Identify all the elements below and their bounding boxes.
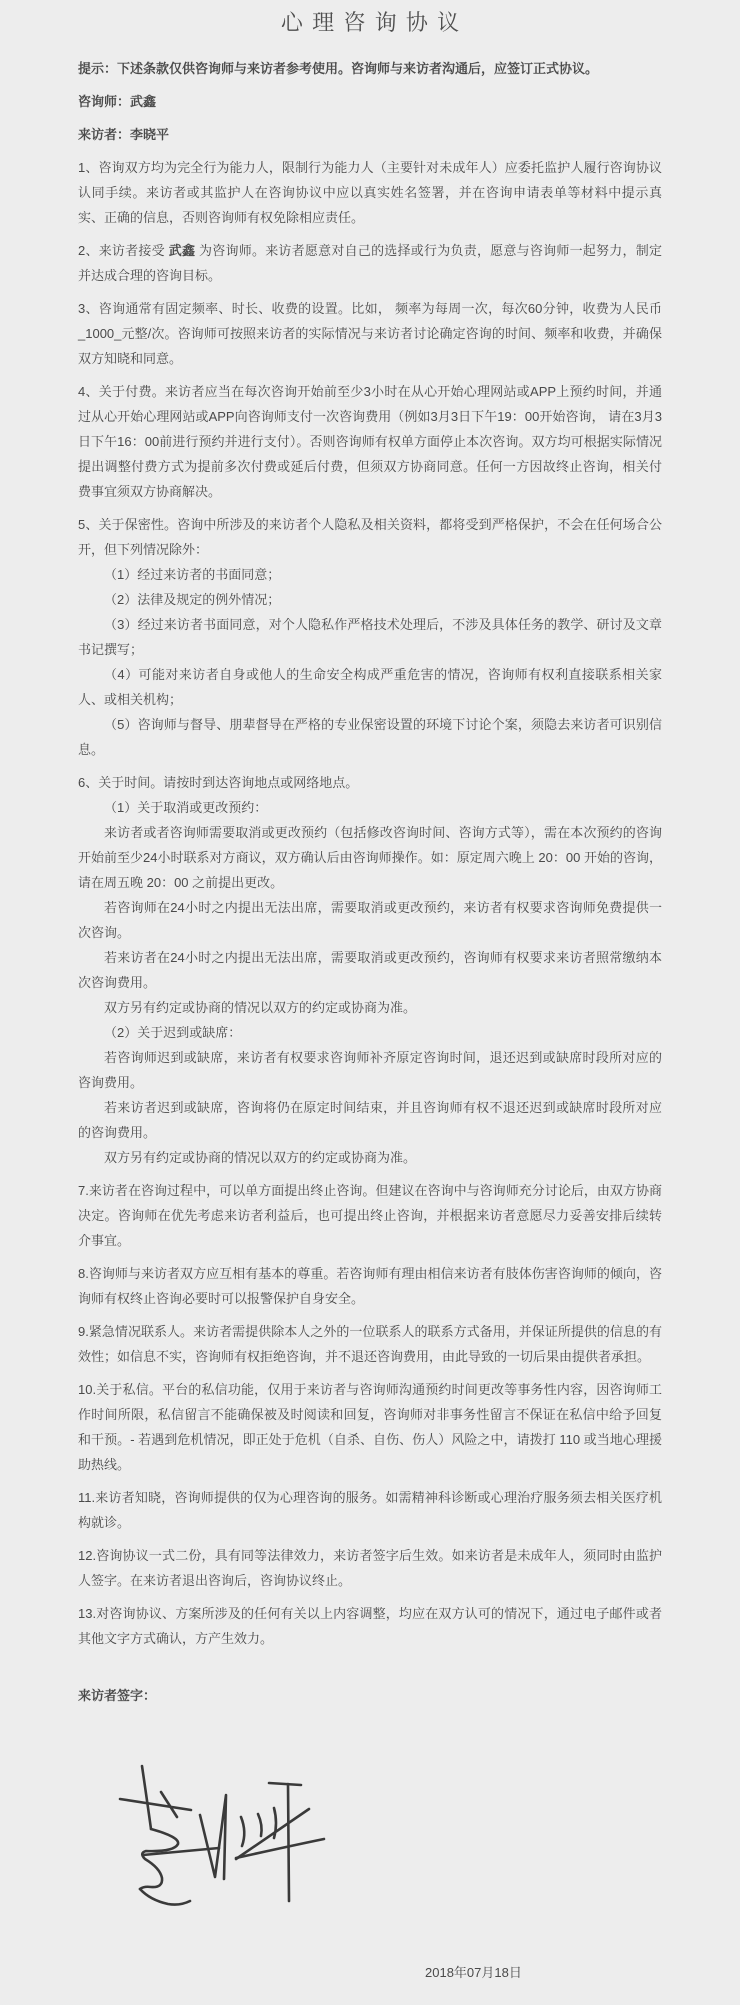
- clause: 3、咨询通常有固定频率、时长、收费的设置。比如， 频率为每周一次，每次60分钟，收费为人民币_1000_元整/次。咨询师可按照来访者的实际情况与来访者讨论确定咨询的时间、频率和收费，并确保双方知晓和同意。: [78, 301, 662, 366]
- clause-subline: （1）关于取消或更改预约：: [104, 800, 268, 815]
- clauses-list: [78, 155, 662, 1651]
- clause: 2、来访者接受 武鑫 为咨询师。来访者愿意对自己的选择或行为负责，愿意与咨询师一起努力，制定并达成合理的咨询目标。: [78, 243, 662, 283]
- clause-subline: （4）可能对来访者自身或他人的生命安全构成严重危害的情况，咨询师有权利直接联系相关家人、或相关机构；: [78, 667, 662, 707]
- clause: 9.紧急情况联系人。来访者需提供除本人之外的一位联系人的联系方式备用，并保证所提供的信息的有效性；如信息不实，咨询师有权拒绝咨询，并不退还咨询费用，由此导致的一切后果由提供者承担。: [78, 1324, 662, 1364]
- clause: 8.咨询师与来访者双方应互相有基本的尊重。若咨询师有理由相信来访者有肢体伤害咨询师的倾向，咨询师有权终止咨询必要时可以报警保护自身安全。: [78, 1266, 662, 1306]
- clause: 6、关于时间。请按时到达咨询地点或网络地点。 （1）关于取消或更改预约： 来访者或者咨询师需要取消或更改预约（包括修改咨询时间、咨询方式等），需在本次预约的咨询开始前至少24小时联系对方商议，双方确认后由咨询师操作。如：原定周六晚上 20：00 开始的咨询，请在周五晚 20：00 之前提出更改。 若咨询师在24小时之内提出无法出席，需要取消或更改预约，来访者有权要求咨询师免费提供一次咨询。 若来访者在24小时之内提出无法出席，需要取消或更改预约，咨询师有权要求来访者照常缴纳本次咨询费用。 双方另有约定或协商的情况以双方的约定或协商为准。 （2）关于迟到或缺席： 若咨询师迟到或缺席，来访者有权要求咨询师补齐原定咨询时间，退还迟到或缺席时段所对应的咨询费用。 若来访者迟到或缺席，咨询将仍在原定时间结束，并且咨询师有权不退还迟到或缺席时段所对应的咨询费用。 双方另有约定或协商的情况以双方的约定或协商为准。: [78, 770, 662, 1170]
- clause-subline: （2）法律及规定的例外情况；: [104, 592, 281, 607]
- clause: 5、关于保密性。咨询中所涉及的来访者个人隐私及相关资料，都将受到严格保护，不会在任何场合公开，但下列情况除外： （1）经过来访者的书面同意； （2）法律及规定的例外情况； （3）经过来访者书面同意，对个人隐私作严格技术处理后，不涉及具体任务的教学、研讨及文章书记撰写； （4）可能对来访者自身或他人的生命安全构成严重危害的情况，咨询师有权利直接联系相关家人、或相关机构； （5）咨询师与督导、朋辈督导在严格的专业保密设置的环境下讨论个案，须隐去来访者可识别信息。: [78, 512, 662, 762]
- visitor-label: 来访者：: [78, 127, 131, 142]
- agreement-date: 2018年07月18日: [425, 1965, 522, 1980]
- clause-subline: （2）关于迟到或缺席：: [104, 1025, 242, 1040]
- counselor-name: 武鑫: [130, 94, 157, 109]
- clause: 11.来访者知晓，咨询师提供的仅为心理咨询的服务。如需精神科诊断或心理治疗服务须去相关医疗机构就诊。: [78, 1490, 662, 1530]
- visitor-name: 李晓平: [130, 127, 170, 142]
- clause: 1、咨询双方均为完全行为能力人，限制行为能力人（主要针对未成年人）应委托监护人履行咨询协议认同手续。来访者或其监护人在咨询协议中应以真实姓名签署，并在咨询申请表单等材料中提示真实、正确的信息，否则咨询师有权免除相应责任。: [78, 160, 662, 225]
- signature-stroke: [140, 1829, 178, 1889]
- handwritten-signature-drawing: [60, 1738, 360, 1938]
- clause-subline: （5）咨询师与督导、朋辈督导在严格的专业保密设置的环境下讨论个案，须隐去来访者可识别信息。: [78, 717, 662, 757]
- clause: 12.咨询协议一式二份，具有同等法律效力，来访者签字后生效。如来访者是未成年人，须同时由监护人签字。在来访者退出咨询后，咨询协议终止。: [78, 1548, 662, 1588]
- clause: 7.来访者在咨询过程中，可以单方面提出终止咨询。但建议在咨询中与咨询师充分讨论后，由双方协商决定。咨询师在优先考虑来访者利益后，也可提出终止咨询，并根据来访者意愿尽力妥善安排后续转介事宜。: [78, 1183, 662, 1248]
- visitor-signature: [60, 1738, 360, 1938]
- signature-stroke: [288, 1784, 289, 1901]
- signature-stroke: [140, 1889, 190, 1905]
- clause-subline: 若来访者迟到或缺席，咨询将仍在原定时间结束，并且咨询师有权不退还迟到或缺席时段所对应的咨询费用。: [78, 1100, 662, 1140]
- clause: 13.对咨询协议、方案所涉及的任何有关以上内容调整，均应在双方认可的情况下，通过电子邮件或者其他文字方式确认，方产生效力。: [78, 1606, 662, 1646]
- clause-subline: 若来访者在24小时之内提出无法出席，需要取消或更改预约，咨询师有权要求来访者照常缴纳本次咨询费用。: [78, 950, 662, 990]
- notice-line: 提示：下述条款仅供咨询师与来访者参考使用。咨询师与来访者沟通后，应签订正式协议。: [78, 61, 599, 76]
- clause-subline: 双方另有约定或协商的情况以双方的约定或协商为准。: [104, 1150, 417, 1165]
- counselor-label: 咨询师：: [78, 94, 131, 109]
- clause-subline: 双方另有约定或协商的情况以双方的约定或协商为准。: [104, 1000, 417, 1015]
- clause-subline: （3）经过来访者书面同意，对个人隐私作严格技术处理后，不涉及具体任务的教学、研讨及文章书记撰写；: [78, 617, 662, 657]
- clause: 10.关于私信。平台的私信功能，仅用于来访者与咨询师沟通预约时间更改等事务性内容，因咨询师工作时间所限，私信留言不能确保被及时阅读和回复，咨询师对非事务性留言不保证在私信中给予回复和干预。- 若遇到危机情况，即正处于危机（自杀、自伤、伤人）风险之中，请拨打 110 或当地心理援助热线。: [78, 1382, 662, 1472]
- signature-stroke: [142, 1766, 151, 1829]
- clause: 4、关于付费。来访者应当在每次咨询开始前至少3小时在从心开始心理网站或APP上预约时间，并通过从心开始心理网站或APP向咨询师支付一次咨询费用（例如3月3日下午19：00开始咨询， 请在3月3日下午16：00前进行预约并进行支付）。否则咨询师有权单方面停止本次咨询。双方均可根据实际情况提出调整付费方式为提前多次付费或延后付费，但须双方协商同意。任何一方因故终止咨询，相关付费事宜须双方协商解决。: [78, 384, 662, 499]
- signature-stroke: [269, 1783, 301, 1785]
- clause-subline: （1）经过来访者的书面同意；: [104, 567, 281, 582]
- signature-stroke: [200, 1795, 226, 1879]
- signature-stroke: [258, 1814, 262, 1836]
- clause-subline: 若咨询师迟到或缺席，来访者有权要求咨询师补齐原定咨询时间，退还迟到或缺席时段所对应的咨询费用。: [78, 1050, 662, 1090]
- visitor-line: [78, 122, 662, 147]
- signature-stroke: [241, 1817, 244, 1846]
- counselor-line: [78, 89, 662, 114]
- clause-subline: 来访者或者咨询师需要取消或更改预约（包括修改咨询时间、咨询方式等），需在本次预约的咨询开始前至少24小时联系对方商议，双方确认后由咨询师操作。如：原定周六晚上 20：00 开始的咨询，请在周五晚 20：00 之前提出更改。: [78, 825, 662, 890]
- counselor-name-inline: 武鑫: [168, 243, 196, 258]
- visitor-signature-label: 来访者签字：: [78, 1688, 157, 1703]
- clause-subline: 若咨询师在24小时之内提出无法出席，需要取消或更改预约，来访者有权要求咨询师免费提供一次咨询。: [78, 900, 662, 940]
- signature-stroke: [120, 1799, 191, 1810]
- signature-stroke: [236, 1809, 309, 1859]
- page-title: 心理咨询协议: [280, 10, 469, 35]
